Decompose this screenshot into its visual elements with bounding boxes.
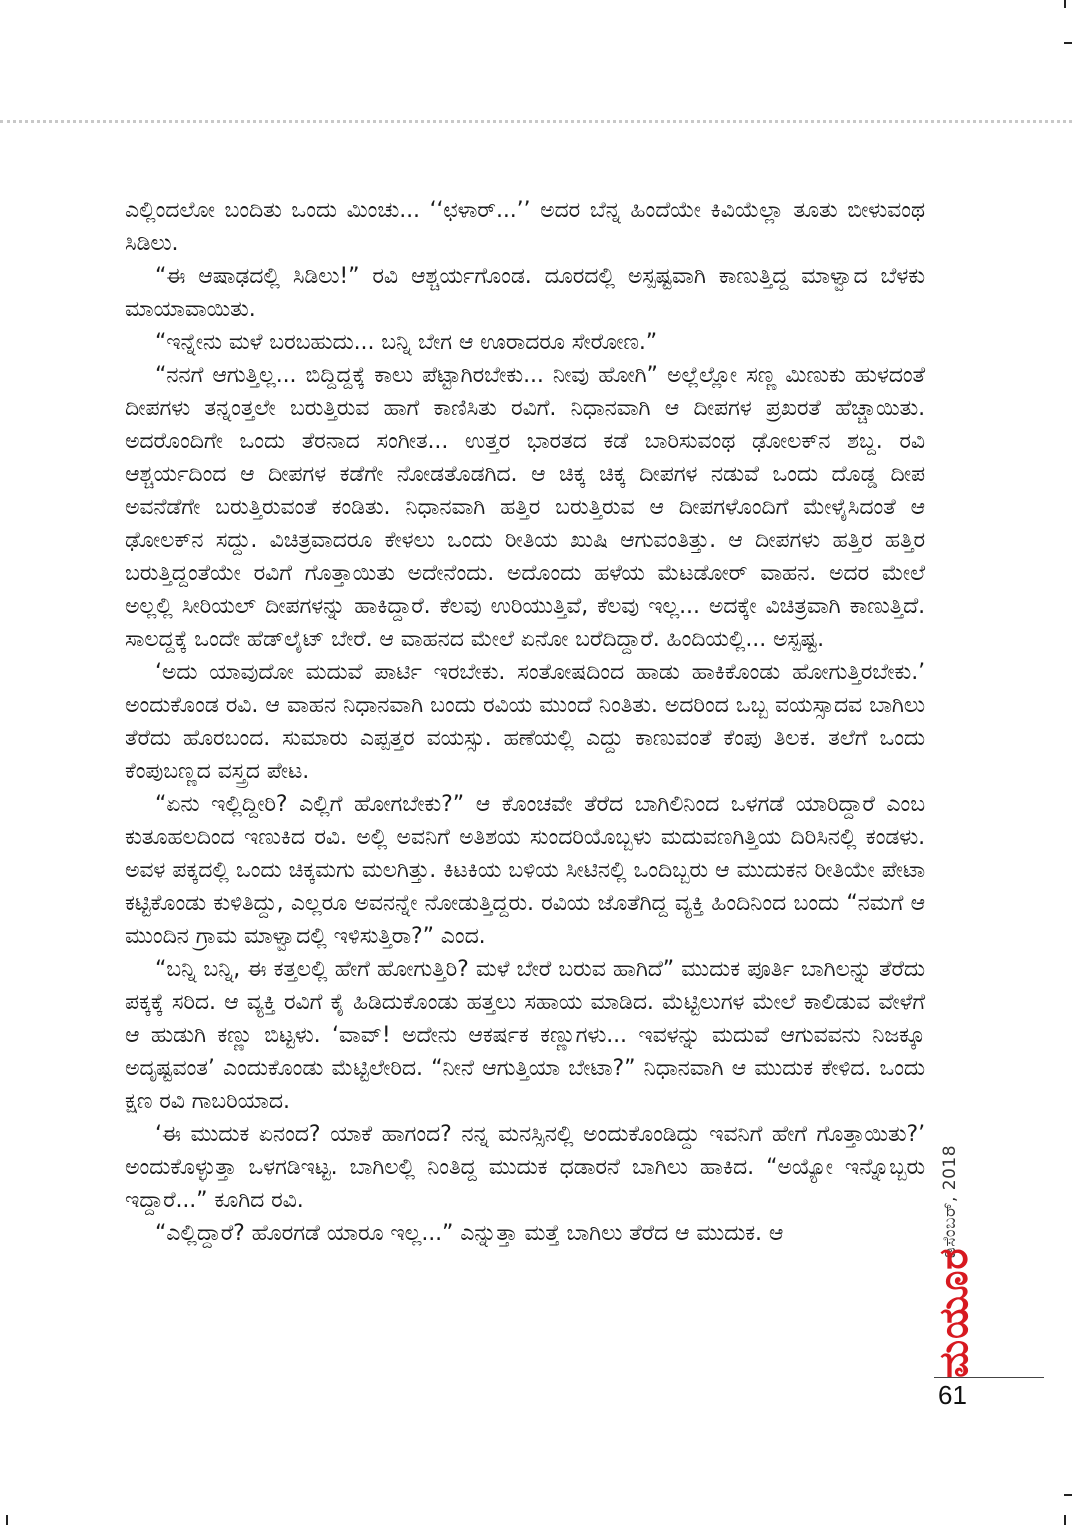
sidebar-meta xyxy=(931,1078,977,1378)
paragraph: “ಎಲ್ಲಿದ್ದಾರೆ? ಹೊರಗಡೆ ಯಾರೂ ಇಲ್ಲ...” ಎನ್ನುತ್ತಾ ಮತ್ತೆ ಬಾಗಿಲು ತೆರೆದ ಆ ಮುದುಕ. ಆ xyxy=(155,1221,784,1246)
crop-mark-right-upper xyxy=(1064,42,1072,44)
paragraph: “ಇನ್ನೇನು ಮಳೆ ಬರಬಹುದು... ಬನ್ನಿ ಬೇಗ ಆ ಊರಾದರೂ ಸೇರೋಣ.” xyxy=(155,330,658,355)
crop-mark-right-lower xyxy=(1064,1494,1072,1496)
crop-mark-bottom-left xyxy=(6,1515,8,1525)
paragraph: “ನನಗೆ ಆಗುತ್ತಿಲ್ಲ... ಬಿದ್ದಿದ್ದಕ್ಕೆ ಕಾಲು ಪೆಟ್ಟಾಗಿರಬೇಕು... ನೀವು ಹೋಗಿ” ಅಲ್ಲೆಲ್ಲೋ ಸಣ್ಣ ಮಿಣುಕು ಹುಳದಂತೆ ದೀಪಗಳು ತನ್ನಂತ್ತಲೇ ಬರುತ್ತಿರುವ ಹಾಗೆ ಕಾಣಿಸಿತು ರವಿಗೆ. ನಿಧಾನವಾಗಿ ಆ ದೀಪಗಳ ಪ್ರಖರತೆ ಹೆಚ್ಚಾಯಿತು. ಅದರೊಂದಿಗೇ ಒಂದು ತೆರನಾದ ಸಂಗೀತ... ಉತ್ತರ ಭಾರತದ ಕಡೆ ಬಾರಿಸುವಂಥ ಢೋಲಕ್‌ನ ಶಬ್ದ. ರವಿ ಆಶ್ಚರ್ಯದಿಂದ ಆ ದೀಪಗಳ ಕಡೆಗೇ ನೋಡತೊಡಗಿದ. ಆ ಚಿಕ್ಕ ಚಿಕ್ಕ ದೀಪಗಳ ನಡುವೆ ಒಂದು ದೊಡ್ಡ ದೀಪ ಅವನೆಡೆಗೇ ಬರುತ್ತಿರುವಂತೆ ಕಂಡಿತು. ನಿಧಾನವಾಗಿ ಹತ್ತಿರ ಬರುತ್ತಿರುವ ಆ ದೀಪಗಳೊಂದಿಗೆ ಮೇಳೈಸಿದಂತೆ ಆ ಢೋಲಕ್‌ನ ಸದ್ದು. ವಿಚಿತ್ರವಾದರೂ ಕೇಳಲು ಒಂದು ರೀತಿಯ ಖುಷಿ ಆಗುವಂತಿತ್ತು. ಆ ದೀಪಗಳು ಹತ್ತಿರ ಹತ್ತಿರ ಬರುತ್ತಿದ್ದಂತೆಯೇ ರವಿಗೆ ಗೊತ್ತಾಯಿತು ಅದೇನೆಂದು. ಅದೊಂದು ಹಳೆಯ ಮೆಟಡೋರ್ ವಾಹನ. ಅದರ ಮೇಲೆ ಅಲ್ಲಲ್ಲಿ ಸೀರಿಯಲ್ ದೀಪಗಳನ್ನು ಹಾಕಿದ್ದಾರೆ. ಕೆಲವು ಉರಿಯುತ್ತಿವೆ, ಕೆಲವು ಇಲ್ಲ... ಅದಕ್ಕೇ ವಿಚಿತ್ರವಾಗಿ ಕಾಣುತ್ತಿದೆ. ಸಾಲದ್ದಕ್ಕೆ ಒಂದೇ ಹೆಡ್‌ಲೈಟ್ ಬೇರೆ. ಆ ವಾಹನದ ಮೇಲೆ ಏನೋ ಬರೆದಿದ್ದಾರೆ. ಹಿಂದಿಯಲ್ಲಿ... ಅಸ್ಪಷ್ಟ. xyxy=(125,363,925,652)
crop-mark-top-right xyxy=(1064,0,1066,8)
article-body xyxy=(125,194,925,1250)
paragraph: ‘ಈ ಮುದುಕ ಏನಂದ? ಯಾಕೆ ಹಾಗಂದ? ನನ್ನ ಮನಸ್ಸಿನಲ್ಲಿ ಅಂದುಕೊಂಡಿದ್ದು ಇವನಿಗೆ ಹೇಗೆ ಗೊತ್ತಾಯಿತು?’ ಅಂದುಕೊಳ್ಳುತ್ತಾ ಒಳಗಡಿಇಟ್ಟ. ಬಾಗಿಲಲ್ಲಿ ನಿಂತಿದ್ದ ಮುದುಕ ಧಡಾರನೆ ಬಾಗಿಲು ಹಾಕಿದ. “ಅಯ್ಯೋ ಇನ್ನೊಬ್ಬರು ಇದ್ದಾರೆ...” ಕೂಗಿದ ರವಿ. xyxy=(125,1122,925,1213)
folio-rule xyxy=(934,1377,1044,1378)
page-number: 61 xyxy=(938,1380,967,1410)
header-dotted-rule xyxy=(0,120,1072,123)
magazine-logo: ಮಯೂರ xyxy=(931,1247,977,1378)
paragraph: “ಈ ಆಷಾಢದಲ್ಲಿ ಸಿಡಿಲು!” ರವಿ ಆಶ್ಚರ್ಯಗೊಂಡ. ದೂರದಲ್ಲಿ ಅಸ್ಪಷ್ಟವಾಗಿ ಕಾಣುತ್ತಿದ್ದ ಮಾಳ್ವಾದ ಬೆಳಕು ಮಾಯಾವಾಯಿತು. xyxy=(125,264,925,322)
paragraph: ಎಲ್ಲಿಂದಲೋ ಬಂದಿತು ಒಂದು ಮಿಂಚು... ‘‘ಛಳಾರ್...’’ ಅದರ ಬೆನ್ನ ಹಿಂದೆಯೇ ಕಿವಿಯೆಲ್ಲಾ ತೂತು ಬೀಳುವಂಥ ಸಿಡಿಲು. xyxy=(125,198,925,256)
paragraph: “ಏನು ಇಲ್ಲಿದ್ದೀರಿ? ಎಲ್ಲಿಗೆ ಹೋಗಬೇಕು?” ಆ ಕೊಂಚವೇ ತೆರೆದ ಬಾಗಿಲಿನಿಂದ ಒಳಗಡೆ ಯಾರಿದ್ದಾರೆ ಎಂಬ ಕುತೂಹಲದಿಂದ ಇಣುಕಿದ ರವಿ. ಅಲ್ಲಿ ಅವನಿಗೆ ಅತಿಶಯ ಸುಂದರಿಯೊಬ್ಬಳು ಮದುವಣಗಿತ್ತಿಯ ದಿರಿಸಿನಲ್ಲಿ ಕಂಡಳು. ಅವಳ ಪಕ್ಕದಲ್ಲಿ ಒಂದು ಚಿಕ್ಕಮಗು ಮಲಗಿತ್ತು. ಕಿಟಕಿಯ ಬಳಿಯ ಸೀಟಿನಲ್ಲಿ ಒಂದಿಬ್ಬರು ಆ ಮುದುಕನ ರೀತಿಯೇ ಪೇಟಾ ಕಟ್ಟಿಕೊಂಡು ಕುಳಿತಿದ್ದು, ಎಲ್ಲರೂ ಅವನನ್ನೇ ನೋಡುತ್ತಿದ್ದರು. ರವಿಯ ಜೊತೆಗಿದ್ದ ವ್ಯಕ್ತಿ ಹಿಂದಿನಿಂದ ಬಂದು “ನಮಗೆ ಆ ಮುಂದಿನ ಗ್ರಾಮ ಮಾಳ್ವಾದಲ್ಲಿ ಇಳಿಸುತ್ತಿರಾ?” ಎಂದ. xyxy=(125,792,925,949)
crop-mark-bottom-right xyxy=(1064,1515,1066,1525)
issue-date: ಡಿಸೆಂಬರ್, 2018 xyxy=(940,1144,960,1258)
paragraph: ‘ಅದು ಯಾವುದೋ ಮದುವೆ ಪಾರ್ಟಿ ಇರಬೇಕು. ಸಂತೋಷದಿಂದ ಹಾಡು ಹಾಕಿಕೊಂಡು ಹೋಗುತ್ತಿರಬೇಕು.’ ಅಂದುಕೊಂಡ ರವಿ. ಆ ವಾಹನ ನಿಧಾನವಾಗಿ ಬಂದು ರವಿಯ ಮುಂದೆ ನಿಂತಿತು. ಅದರಿಂದ ಒಬ್ಬ ವಯಸ್ಸಾದವ ಬಾಗಿಲು ತೆರೆದು ಹೊರಬಂದ. ಸುಮಾರು ಎಪ್ಪತ್ತರ ವಯಸ್ಸು. ಹಣೆಯಲ್ಲಿ ಎದ್ದು ಕಾಣುವಂತೆ ಕೆಂಪು ತಿಲಕ. ತಲೆಗೆ ಒಂದು ಕೆಂಪುಬಣ್ಣದ ವಸ್ತ್ರದ ಪೇಟ. xyxy=(125,660,925,784)
paragraph: “ಬನ್ನಿ ಬನ್ನಿ, ಈ ಕತ್ತಲಲ್ಲಿ ಹೇಗೆ ಹೋಗುತ್ತಿರಿ? ಮಳೆ ಬೇರೆ ಬರುವ ಹಾಗಿದೆ” ಮುದುಕ ಪೂರ್ತಿ ಬಾಗಿಲನ್ನು ತೆರೆದು ಪಕ್ಕಕ್ಕೆ ಸರಿದ. ಆ ವ್ಯಕ್ತಿ ರವಿಗೆ ಕೈ ಹಿಡಿದುಕೊಂಡು ಹತ್ತಲು ಸಹಾಯ ಮಾಡಿದ. ಮೆಟ್ಟಿಲುಗಳ ಮೇಲೆ ಕಾಲಿಡುವ ವೇಳೆಗೆ ಆ ಹುಡುಗಿ ಕಣ್ಣು ಬಿಟ್ಟಳು. ‘ವಾವ್! ಅದೇನು ಆಕರ್ಷಕ ಕಣ್ಣುಗಳು... ಇವಳನ್ನು ಮದುವೆ ಆಗುವವನು ನಿಜಕ್ಕೂ ಅದೃಷ್ಟವಂತ’ ಎಂದುಕೊಂಡು ಮೆಟ್ಟಿಲೇರಿದ. “ನೀನೆ ಆಗುತ್ತಿಯಾ ಬೇಟಾ?” ನಿಧಾನವಾಗಿ ಆ ಮುದುಕ ಕೇಳಿದ. ಒಂದು ಕ್ಷಣ ರವಿ ಗಾಬರಿಯಾದ. xyxy=(125,957,925,1114)
